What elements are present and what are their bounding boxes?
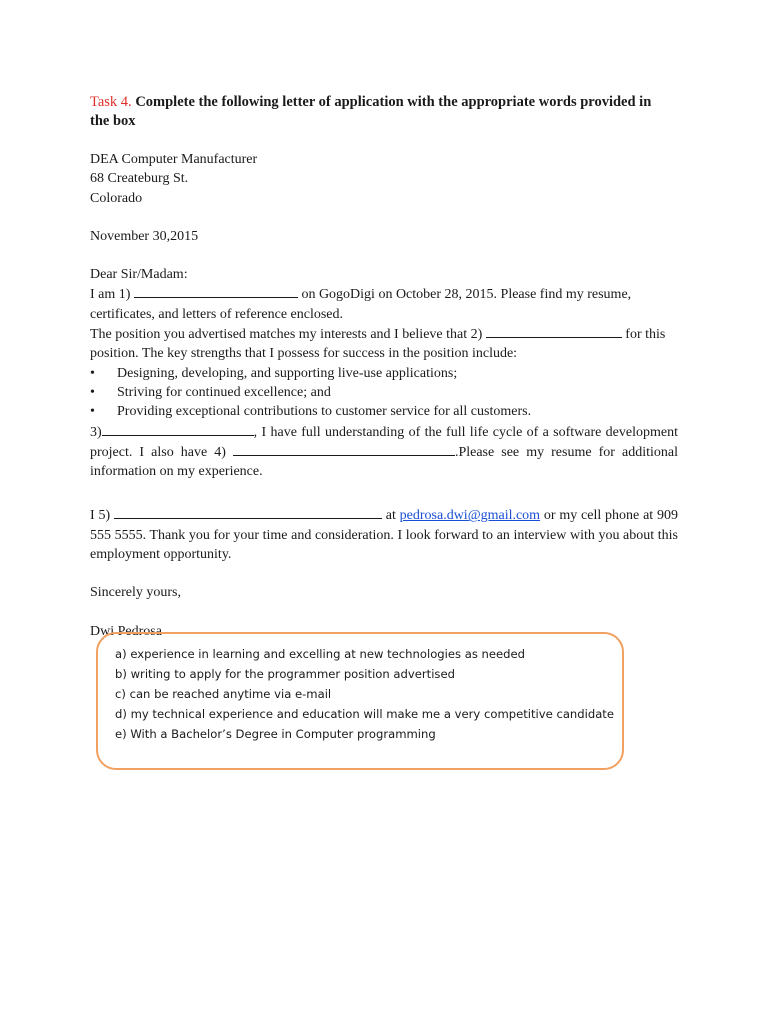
paragraph-1: I am 1) on GogoDigi on October 28, 2015. Please find my resume, [90,284,678,304]
blank-5[interactable] [114,505,382,519]
blank-3[interactable] [102,422,254,436]
blank-4[interactable] [233,442,455,456]
paragraph-4: I 5) at pedrosa.dwi@gmail.com or my cell phone at 909 555 5555. Thank you for your time and consideration. I look forward to an interview with you about this employment opportunity. [90,505,678,564]
word-choice-box [96,632,624,770]
address-company: DEA Computer Manufacturer [90,152,258,167]
word-option-d: d) my technical experience and education will make me a very competitive candidate [115,707,614,721]
blank-1[interactable] [134,284,298,298]
strength-item: • Designing, developing, and supporting live-use applications; [90,364,678,383]
word-option-e: e) With a Bachelor’s Degree in Computer programming [115,727,436,741]
paragraph-2: The position you advertised matches my interests and I believe that 2) for this [90,324,678,344]
email-link[interactable]: pedrosa.dwi@gmail.com [399,508,541,524]
strength-item: • Striving for continued excellence; and [90,383,678,402]
blank-2[interactable] [486,324,622,338]
salutation: Dear Sir/Madam: [90,267,188,283]
word-option-b: b) writing to apply for the programmer position advertised [115,667,455,681]
letter-date: November 30,2015 [90,228,199,244]
word-option-c: c) can be reached anytime via e-mail [115,687,332,701]
paragraph-3: 3) , I have full understanding of the full life cycle of a software development project. I also have 4) .Please see my resume for additional information on my experience. [90,422,678,482]
strengths-list [90,364,678,422]
word-option-a: a) experience in learning and excelling at new technologies as needed [115,647,526,661]
application-letter [90,150,678,641]
signature: Dwi Pedrosa [90,623,162,639]
task-label: Task 4. [90,94,132,110]
task-instruction: Complete the following letter of application with the appropriate words provided in the box [90,94,652,129]
paragraph-1-line-2: certificates, and letters of reference enclosed. [90,306,344,322]
address-street: 68 Createburg St. [90,171,189,187]
closing: Sincerely yours, [90,585,181,601]
address-state: Colorado [90,190,143,206]
strength-item: • Providing exceptional contributions to customer service for all customers. [90,402,678,421]
task-heading [90,93,670,131]
paragraph-2-line-2: position. The key strengths that I possess for success in the position include: [90,346,518,362]
